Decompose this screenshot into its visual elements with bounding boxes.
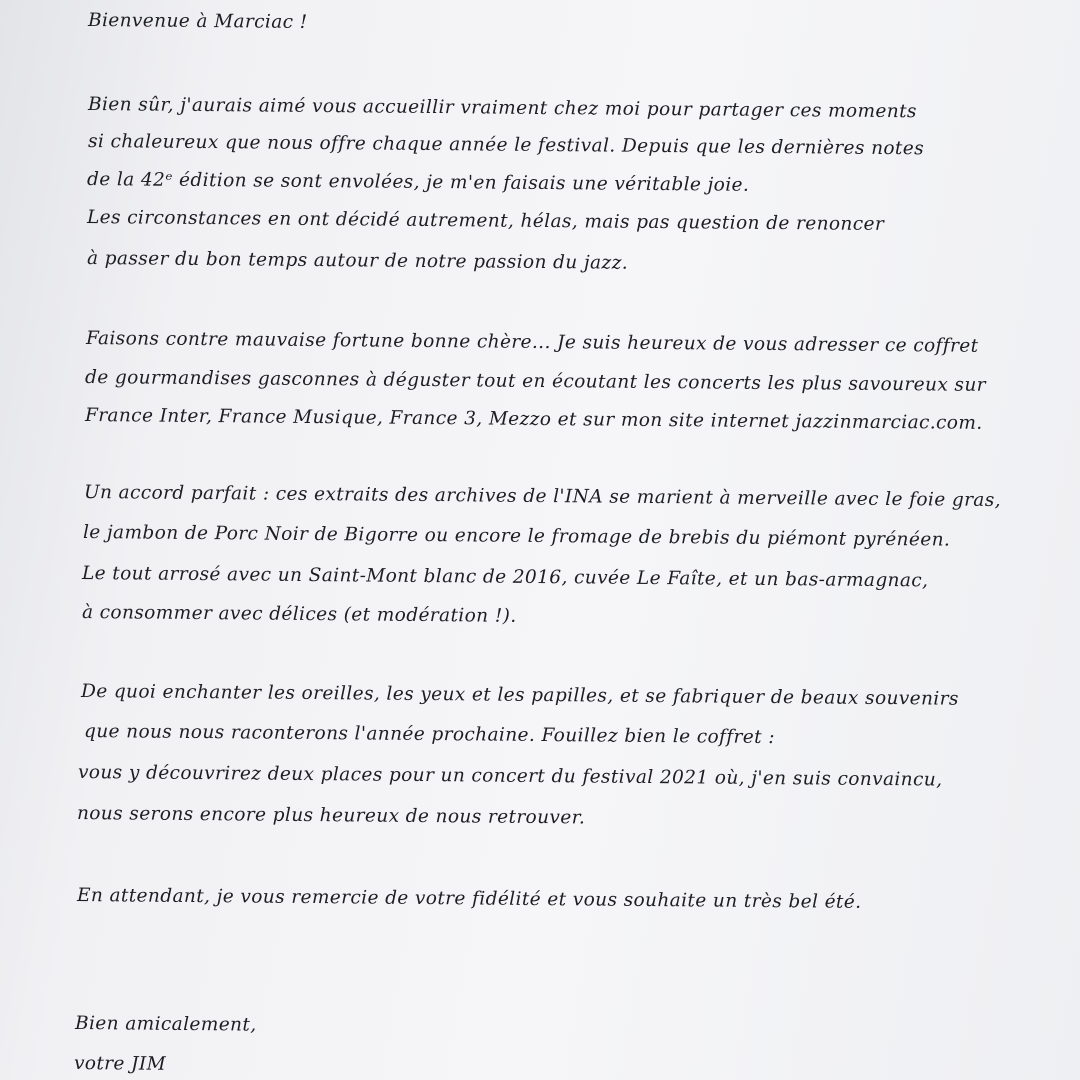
paragraph-2-line-2: de gourmandises gasconnes à déguster tout en écoutant les concerts les plus savoureux sur xyxy=(84,367,987,396)
paragraph-4-line-1: De quoi enchanter les oreilles, les yeux et les papilles, et se fabriquer de beaux souvenirs xyxy=(80,681,959,710)
paragraph-2-line-1: Faisons contre mauvaise fortune bonne chère... Je suis heureux de vous adresser ce coffret xyxy=(85,328,979,357)
paragraph-1-line-2: si chaleureux que nous offre chaque année le festival. Depuis que les dernières notes xyxy=(87,131,925,160)
paragraph-4-line-4: nous serons encore plus heureux de nous retrouver. xyxy=(76,803,586,829)
paragraph-1-line-5: à passer du bon temps autour de notre passion du jazz. xyxy=(86,248,629,274)
paragraph-1-line-3: de la 42ᵉ édition se sont envolées, je m'en faisais une véritable joie. xyxy=(86,169,750,196)
closing: Bien amicalement, xyxy=(74,1013,257,1036)
greeting: Bienvenue à Marciac ! xyxy=(87,10,308,33)
paragraph-2-line-3: France Inter, France Musique, France 3, Mezzo et sur mon site internet jazzinmarciac.com. xyxy=(84,405,983,434)
paragraph-1-line-4: Les circonstances en ont décidé autrement, hélas, mais pas question de renoncer xyxy=(86,207,885,235)
paragraph-4-line-3: vous y découvrirez deux places pour un concert du festival 2021 où, j'en suis convaincu, xyxy=(77,762,943,791)
paragraph-3-line-4: à consommer avec délices (et modération !). xyxy=(81,602,517,627)
paragraph-5-line-1: En attendant, je vous remercie de votre fidélité et vous souhaite un très bel été. xyxy=(76,885,862,913)
paragraph-4-line-2: que nous nous raconterons l'année prochaine. Fouillez bien le coffret : xyxy=(83,721,775,749)
paragraph-3-line-2: le jambon de Porc Noir de Bigorre ou encore le fromage de brebis du piémont pyrénéen. xyxy=(82,522,951,551)
paragraph-1-line-1: Bien sûr, j'aurais aimé vous accueillir vraiment chez moi pour partager ces moments xyxy=(87,94,917,123)
paragraph-3-line-3: Le tout arrosé avec un Saint-Mont blanc de 2016, cuvée Le Faîte, et un bas-armagnac, xyxy=(81,563,929,592)
signature: votre JIM xyxy=(73,1053,167,1075)
paragraph-3-line-1: Un accord parfait : ces extraits des archives de l'INA se marient à merveille avec le foie gras, xyxy=(83,482,1002,512)
